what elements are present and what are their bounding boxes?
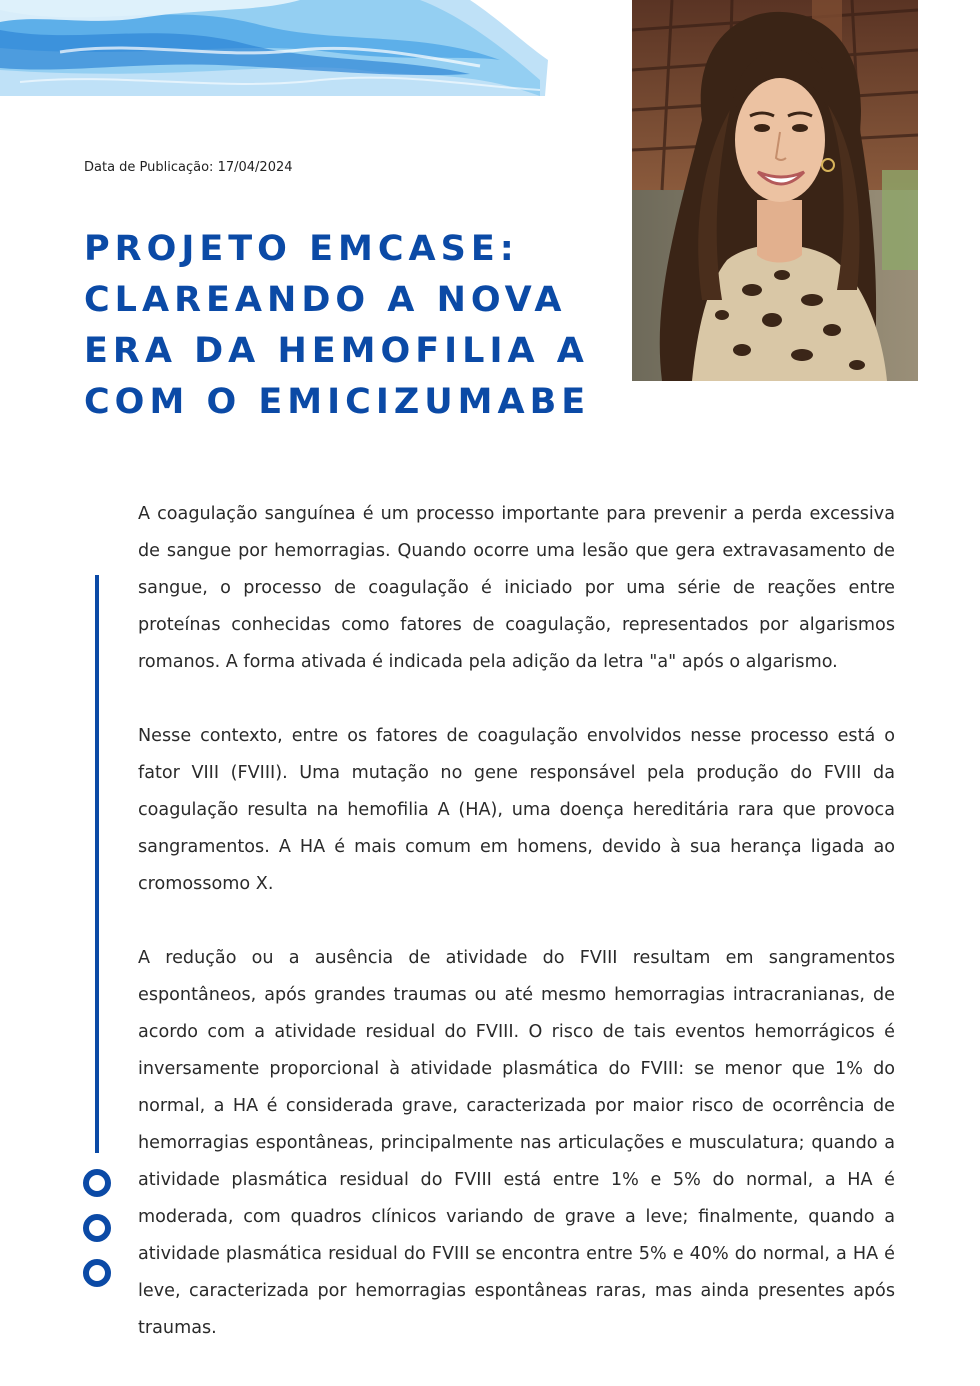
decorative-wave-banner: [0, 0, 560, 100]
decorative-circle-1: [83, 1169, 111, 1197]
decorative-circle-3: [83, 1259, 111, 1287]
page-title: PROJETO EMCASE: CLAREANDO A NOVA ERA DA HEMOFILIA A COM O EMICIZUMABE: [84, 229, 591, 422]
article-body: [138, 496, 895, 1384]
paragraph-2: Nesse contexto, entre os fatores de coagulação envolvidos nesse processo está o fator VIII (FVIII). Uma mutação no gene responsável pela produção do FVIII da coagulação resulta na hemofilia A (HA), uma doença hereditária rara que provoca sangramentos. A HA é mais comum em homens, devido à sua herança ligada ao cromossomo X.: [138, 726, 895, 894]
paragraph-3: A redução ou a ausência de atividade do FVIII resultam em sangramentos espontâneos, após grandes traumas ou até mesmo hemorragias intracranianas, de acordo com a atividade residual do FVIII. O risco de tais eventos hemorrágicos é inversamente proporcional à atividade plasmática do FVIII: se menor que 1% do normal, a HA é considerada grave, caracterizada por maior risco de ocorrência de hemorragias espontâneas, principalmente nas articulações e musculatura; quando a atividade plasmática residual do FVIII está entre 1% e 5% do normal, a HA é moderada, com quadros clínicos variando de grave a leve; finalmente, quando a atividade plasmática residual do FVIII se encontra entre 5% e 40% do normal, a HA é leve, caracterizada por hemorragias espontâneas raras, mas ainda presentes após traumas.: [138, 948, 895, 1338]
author-photo: [632, 0, 918, 381]
paragraph-1: A coagulação sanguínea é um processo importante para prevenir a perda excessiva de sangue por hemorragias. Quando ocorre uma lesão que gera extravasamento de sangue, o processo de coagulação é iniciado por uma série de reações entre proteínas conhecidas como fatores de coagulação, representados por algarismos romanos. A forma ativada é indicada pela adição da letra "a" após o algarismo.: [138, 504, 895, 672]
decorative-circle-2: [83, 1214, 111, 1242]
accent-vertical-line: [95, 575, 99, 1153]
publication-date: Data de Publicação: 17/04/2024: [84, 160, 293, 175]
